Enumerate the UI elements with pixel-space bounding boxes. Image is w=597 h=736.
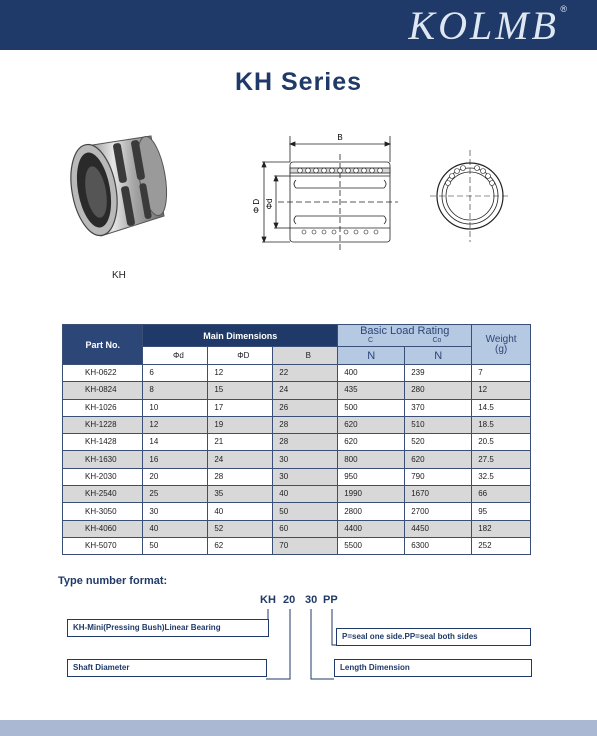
col-part-no: Part No. bbox=[63, 325, 143, 365]
code-series: KH bbox=[260, 594, 276, 606]
table-cell: 4450 bbox=[405, 520, 472, 537]
table-cell: 620 bbox=[405, 451, 472, 468]
table-cell: 27.5 bbox=[472, 451, 531, 468]
table-cell: 28 bbox=[273, 434, 338, 451]
table-cell: 95 bbox=[472, 503, 531, 520]
table-cell: KH-1026 bbox=[63, 399, 143, 416]
table-cell: 4400 bbox=[338, 520, 405, 537]
table-cell: 62 bbox=[208, 537, 273, 554]
table-cell: 30 bbox=[273, 468, 338, 485]
sub-co-unit: N bbox=[405, 347, 472, 365]
table-cell: 239 bbox=[405, 365, 472, 382]
table-cell: 22 bbox=[273, 365, 338, 382]
code-seal: PP bbox=[323, 594, 338, 606]
code-length: 30 bbox=[305, 594, 318, 606]
table-cell: 16 bbox=[143, 451, 208, 468]
table-cell: 500 bbox=[338, 399, 405, 416]
label-shaft: Shaft Diameter bbox=[67, 659, 267, 677]
table-cell: 24 bbox=[273, 382, 338, 399]
table-cell: 24 bbox=[208, 451, 273, 468]
table-cell: KH-1630 bbox=[63, 451, 143, 468]
table-cell: 280 bbox=[405, 382, 472, 399]
label-length: Length Dimension bbox=[334, 659, 532, 677]
table-cell: 950 bbox=[338, 468, 405, 485]
table-cell: 1670 bbox=[405, 486, 472, 503]
table-cell: 14 bbox=[143, 434, 208, 451]
table-cell: 7 bbox=[472, 365, 531, 382]
table-cell: 520 bbox=[405, 434, 472, 451]
table-cell: 252 bbox=[472, 537, 531, 554]
table-cell: KH-3050 bbox=[63, 503, 143, 520]
table-cell: 400 bbox=[338, 365, 405, 382]
table-cell: 50 bbox=[143, 537, 208, 554]
table-cell: 510 bbox=[405, 416, 472, 433]
table-cell: 40 bbox=[208, 503, 273, 520]
table-cell: 32.5 bbox=[472, 468, 531, 485]
table-cell: KH-1228 bbox=[63, 416, 143, 433]
sub-d: Φd bbox=[143, 347, 208, 365]
table-cell: 2700 bbox=[405, 503, 472, 520]
dim-b-label: B bbox=[337, 133, 343, 142]
sub-c-unit: N bbox=[338, 347, 405, 365]
table-cell: 20 bbox=[143, 468, 208, 485]
table-cell: 52 bbox=[208, 520, 273, 537]
table-cell: 5500 bbox=[338, 537, 405, 554]
table-cell: 18.5 bbox=[472, 416, 531, 433]
table-cell: 20.5 bbox=[472, 434, 531, 451]
table-cell: 17 bbox=[208, 399, 273, 416]
table-cell: 14.5 bbox=[472, 399, 531, 416]
col-main-dimensions: Main Dimensions bbox=[143, 325, 338, 347]
page-title: KH Series bbox=[234, 68, 363, 96]
sub-b: B bbox=[273, 347, 338, 365]
label-series: KH-Mini(Pressing Bush)Linear Bearing bbox=[67, 619, 269, 637]
table-cell: 1990 bbox=[338, 486, 405, 503]
table-cell: 12 bbox=[208, 365, 273, 382]
table-cell: KH-0824 bbox=[63, 382, 143, 399]
table-cell: 12 bbox=[472, 382, 531, 399]
table-cell: 30 bbox=[273, 451, 338, 468]
basic-load-label: Basic Load Rating bbox=[360, 325, 450, 337]
table-cell: 10 bbox=[143, 399, 208, 416]
table-cell: KH-1428 bbox=[63, 434, 143, 451]
table-cell: 21 bbox=[208, 434, 273, 451]
type-format-heading: Type number format: bbox=[58, 575, 168, 587]
brand-logo: KOLMB bbox=[408, 3, 559, 48]
sub-c: C bbox=[367, 337, 373, 344]
table-cell: 8 bbox=[143, 382, 208, 399]
table-cell: 28 bbox=[208, 468, 273, 485]
table-cell: KH-5070 bbox=[63, 537, 143, 554]
table-cell: KH-2030 bbox=[63, 468, 143, 485]
dim-id-label: Φd bbox=[265, 198, 274, 210]
table-cell: 35 bbox=[208, 486, 273, 503]
label-seal: P=seal one side.PP=seal both sides bbox=[336, 628, 531, 646]
table-cell: KH-0622 bbox=[63, 365, 143, 382]
table-cell: 50 bbox=[273, 503, 338, 520]
table-cell: 26 bbox=[273, 399, 338, 416]
weight-label: Weight bbox=[485, 333, 517, 345]
table-cell: 40 bbox=[273, 486, 338, 503]
table-cell: 6300 bbox=[405, 537, 472, 554]
table-cell: 19 bbox=[208, 416, 273, 433]
code-shaft: 20 bbox=[283, 594, 296, 606]
footer-bar bbox=[0, 720, 597, 736]
table-cell: 800 bbox=[338, 451, 405, 468]
sub-od: ΦD bbox=[208, 347, 273, 365]
table-cell: 620 bbox=[338, 416, 405, 433]
table-cell: 182 bbox=[472, 520, 531, 537]
table-cell: 12 bbox=[143, 416, 208, 433]
table-cell: 28 bbox=[273, 416, 338, 433]
table-cell: 60 bbox=[273, 520, 338, 537]
dim-od-label: Φ D bbox=[252, 198, 261, 214]
table-cell: 15 bbox=[208, 382, 273, 399]
table-cell: 620 bbox=[338, 434, 405, 451]
table-cell: KH-4060 bbox=[63, 520, 143, 537]
table-cell: 70 bbox=[273, 537, 338, 554]
table-cell: 40 bbox=[143, 520, 208, 537]
table-cell: 66 bbox=[472, 486, 531, 503]
weight-unit: (g) bbox=[494, 343, 508, 355]
table-cell: 435 bbox=[338, 382, 405, 399]
photo-caption: KH bbox=[112, 270, 126, 281]
registered-mark: ® bbox=[560, 4, 567, 14]
table-cell: 2800 bbox=[338, 503, 405, 520]
table-cell: 6 bbox=[143, 365, 208, 382]
table-cell: 790 bbox=[405, 468, 472, 485]
table-cell: 370 bbox=[405, 399, 472, 416]
table-cell: 25 bbox=[143, 486, 208, 503]
table-cell: 30 bbox=[143, 503, 208, 520]
sub-co: Co bbox=[432, 337, 442, 344]
table-cell: KH-2540 bbox=[63, 486, 143, 503]
